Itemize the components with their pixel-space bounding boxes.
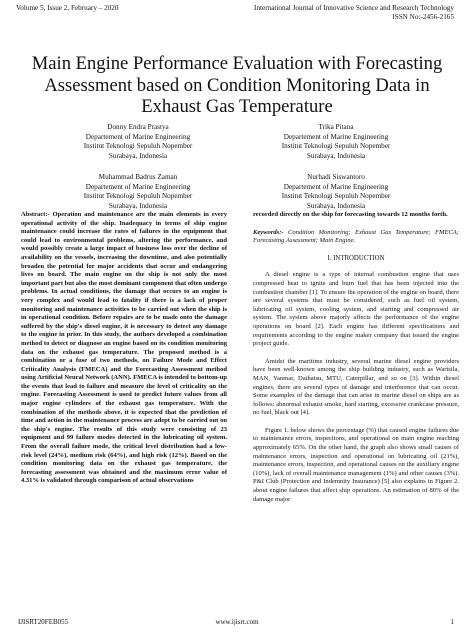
keywords: [253, 229, 459, 246]
author-institution: Institut Teknologi Sepuluh Nopember: [83, 142, 193, 151]
paper-title: Main Engine Performance Evaluation with Forecasting Assessment based on Condition Monitoring Data in Exhaust Gas Temperature: [31, 53, 443, 117]
author-city: Surabaya, Indonesia: [108, 151, 168, 160]
author-block: [38, 173, 238, 211]
keywords-label: Keywords:-: [253, 228, 284, 236]
footer-page-number: 1: [450, 618, 454, 626]
journal-issn: ISSN No:-2456-2165: [392, 13, 454, 21]
keywords-list: Condition Monitoring; Exhaust Gas Temperature; FMECA; Forecasting Assessment; Main Engine.: [253, 228, 459, 245]
section-heading-introduction: I. INTRODUCTION: [327, 254, 385, 262]
right-column: [253, 211, 459, 513]
author-name: Nurhadi Siswantoro: [307, 173, 365, 181]
author-name: Muhammad Badrus Zaman: [98, 173, 178, 181]
author-institution: Institut Teknologi Sepuluh Nopember: [281, 192, 391, 201]
abstract-continuation: recorded directly on the ship for forecasting towards 12 months forth.: [253, 211, 448, 218]
left-column: [21, 211, 227, 486]
author-city: Surabaya, Indonesia: [108, 201, 168, 210]
body-paragraph: A diesel engine is a type of internal combustion engine that uses compressed heat to ignite and burn fuel that has been injected into the combustion chamber [1]. To ensure the operation of the engine on board, there are several systems that must be considered, such as fuel oil system, lubricating oil system, cooling system, and starting and compressed air system. The system above majorly affects the performance of the engine operations on board [2]. Each engine has different specifications and requirements according to the engine maker company that issued the engine project guide.: [253, 271, 459, 348]
author-block: [236, 123, 436, 161]
body-paragraph: Figure 1. below shows the percentage (%) that caused engine failures due to maintenance errors, inspections, and operational on main engine reaching approximately 65%. On the other hand, the graph also shows small causes of maintenance errors, inspection and operational on lubricating oil (21%), maintenance errors, inspection, and operational causes on the auxiliary engine (10%), lack of overall maintenance management (1%) and other causes (3%). P&I Club (Protection and Indemnity Insurance) [5] also explains in Figure 2. about engine failures that affect ship operations. An estimation of 80% of the damage major: [253, 426, 459, 503]
abstract-text: Abstract:- Operation and maintenance are the main elements in every operational activity of the ship. Inadequacy in terms of ship engine maintenance could increase the rates of failures in the equipment that could lead to environmental problems, altering the performance, and would possibly create a large impact of business loss over the decline of availability on the vessels, increasing the downtime, and also potentially broaden the potential for major accidents that occur and endangering lives on board. The main engine on the ship is not only the most important part but also the most dominant component that often undergo problems. In actual conditions, the damage that occurs to an engine is very complex and would lead to fatality if there is a lack of proper monitoring and maintenance activities to be carried out when the ship is in operational condition. Before repairs are to be made onto the damage suffered by the ship's diesel engine, it is necessary to detect any damage to the engine in prior. In this study, the authors developed a combination method to detect or diagnose an engine based on its condition monitoring data on the exhaust gas temperature. The proposed method is a combination or a fuse of two methods, on Failure Mode and Effect Criticality Analysis (FMECA) and the Forecasting Assessment method using Artificial Neural Network (ANN). FMECA is intended to bottom-up the events that lead to failure and measure the level of criticality on the engine. Forecasting Assessment is used to predict future values from all major engine cylinders of the exhaust gas temperature. With the combination of the methods above, it is expected that the prediction of time and action in the maintenance process are adept to be carried out on the ship's engine. The results of this study were consisting of 23 equipment and 99 failure modes detected in the lubricating oil system. From the overall failure mode, the critical level distribution had a low-risk level (24%), medium risk (64%), and high risk (12%). Based on the condition monitoring data on the exhaust gas temperature, the forecasting assessment was obtained and the maximum error value of 4.31% is validated through comparison of actual observations: [21, 211, 227, 485]
author-department: Departement of Marine Engineering: [85, 182, 191, 191]
journal-name: International Journal of Innovative Science and Research Technology: [254, 4, 454, 12]
body-paragraph: Amidst the maritime industry, several marine diesel engine providers have been well-known among the ship building industry, such as Wartsila, MAN, Yanmar, Daihatsu, MTU, Caterpillar, and so on [3]. Within diesel engines, there are several types of damage and interference that can occur. Some examples of the damage that can arise in marine diesel on ships are as follows: abnormal exhaust smoke, hard starting, excessive crankcase pressure, no fuel, black out [4].: [253, 357, 459, 417]
author-city: Surabaya, Indonesia: [306, 151, 366, 160]
footer-website: www.ijisrt.com: [215, 618, 259, 626]
author-department: Departement of Marine Engineering: [85, 132, 191, 141]
author-block: [236, 173, 436, 211]
journal-volume-header: Volume 5, Issue 2, February – 2020: [16, 4, 119, 12]
author-city: Surabaya, Indonesia: [306, 201, 366, 210]
author-name: Trika Pitana: [318, 123, 354, 131]
footer-paper-id: IJISRT20FEB055: [18, 618, 69, 626]
author-block: [38, 123, 238, 161]
author-name: Donny Endra Prastya: [107, 123, 169, 131]
author-department: Departement of Marine Engineering: [283, 182, 389, 191]
author-institution: Institut Teknologi Sepuluh Nopember: [83, 192, 193, 201]
journal-name-header: [194, 4, 454, 22]
author-institution: Institut Teknologi Sepuluh Nopember: [281, 142, 391, 151]
author-department: Departement of Marine Engineering: [283, 132, 389, 141]
